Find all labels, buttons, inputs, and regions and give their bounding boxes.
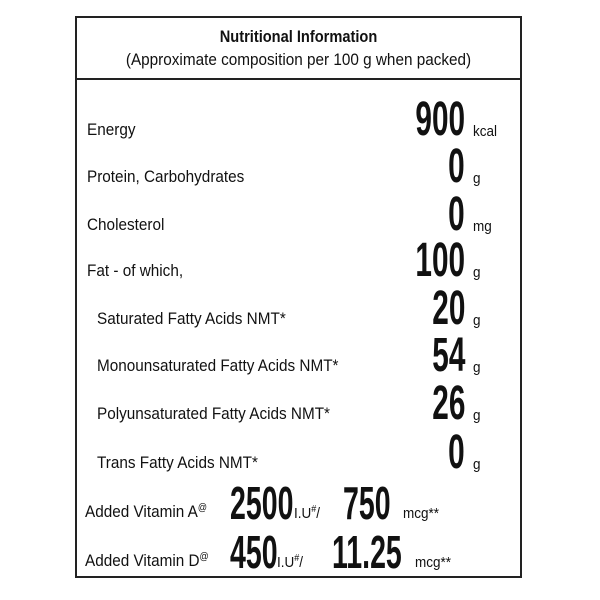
nutrient-row-fat <box>77 234 520 287</box>
nutrient-value: 26 <box>431 377 465 430</box>
vitamin-mcg-unit: mcg** <box>403 505 440 522</box>
nutrient-label: Cholesterol <box>87 215 165 234</box>
vitamin-iu-unit: I.U#/ <box>294 504 321 522</box>
nutrient-unit: g <box>473 170 481 187</box>
nutrient-value: 0 <box>448 426 465 479</box>
panel-header <box>77 18 520 80</box>
nutrient-label: Polyunsaturated Fatty Acids NMT* <box>97 404 331 423</box>
nutrient-label: Fat - of which, <box>87 261 184 280</box>
nutrient-row-trans-fatty-acids <box>77 426 520 479</box>
nutrient-row-cholesterol <box>77 188 520 241</box>
nutrient-unit: g <box>473 407 481 424</box>
vitamin-iu-value: 450 <box>230 526 278 578</box>
nutrient-value: 0 <box>448 140 465 193</box>
nutrient-unit: kcal <box>473 123 498 140</box>
nutrient-unit: mg <box>473 218 492 235</box>
vitamin-label: Added Vitamin A@ <box>85 502 207 521</box>
panel-subtitle: (Approximate composition per 100 g when packed) <box>125 50 472 69</box>
nutrient-label: Trans Fatty Acids NMT* <box>97 453 258 472</box>
nutrient-label: Saturated Fatty Acids NMT* <box>97 309 286 328</box>
nutrition-panel <box>75 16 522 578</box>
nutrient-unit: g <box>473 359 481 376</box>
nutrient-row-polyunsaturated-fatty-acids <box>77 377 520 430</box>
nutrient-label: Monounsaturated Fatty Acids NMT* <box>97 356 339 375</box>
nutrient-label: Protein, Carbohydrates <box>87 167 245 186</box>
nutrient-value: 20 <box>431 282 465 335</box>
nutrient-value: 54 <box>431 329 465 382</box>
vitamin-row-a <box>77 477 520 529</box>
nutrient-unit: g <box>473 456 481 473</box>
nutrient-value: 0 <box>448 188 465 241</box>
vitamin-row-d <box>77 526 520 578</box>
nutrient-row-monounsaturated-fatty-acids <box>77 329 520 382</box>
vitamin-iu-value: 2500 <box>230 477 294 529</box>
vitamin-mcg-value: 11.25 <box>332 526 402 578</box>
nutrient-row-protein-carbohydrates <box>77 140 520 193</box>
vitamin-iu-unit: I.U#/ <box>277 553 304 571</box>
nutrient-value: 900 <box>415 93 465 146</box>
nutrient-row-energy <box>77 93 520 146</box>
nutrient-value: 100 <box>415 234 465 287</box>
vitamin-mcg-unit: mcg** <box>415 554 452 571</box>
panel-title: Nutritional Information <box>219 27 378 46</box>
vitamin-mcg-value: 750 <box>343 477 391 529</box>
nutrient-unit: g <box>473 264 481 281</box>
nutrient-row-saturated-fatty-acids <box>77 282 520 335</box>
nutrient-label: Energy <box>87 120 136 139</box>
vitamin-label: Added Vitamin D@ <box>85 551 209 570</box>
nutrient-unit: g <box>473 312 481 329</box>
